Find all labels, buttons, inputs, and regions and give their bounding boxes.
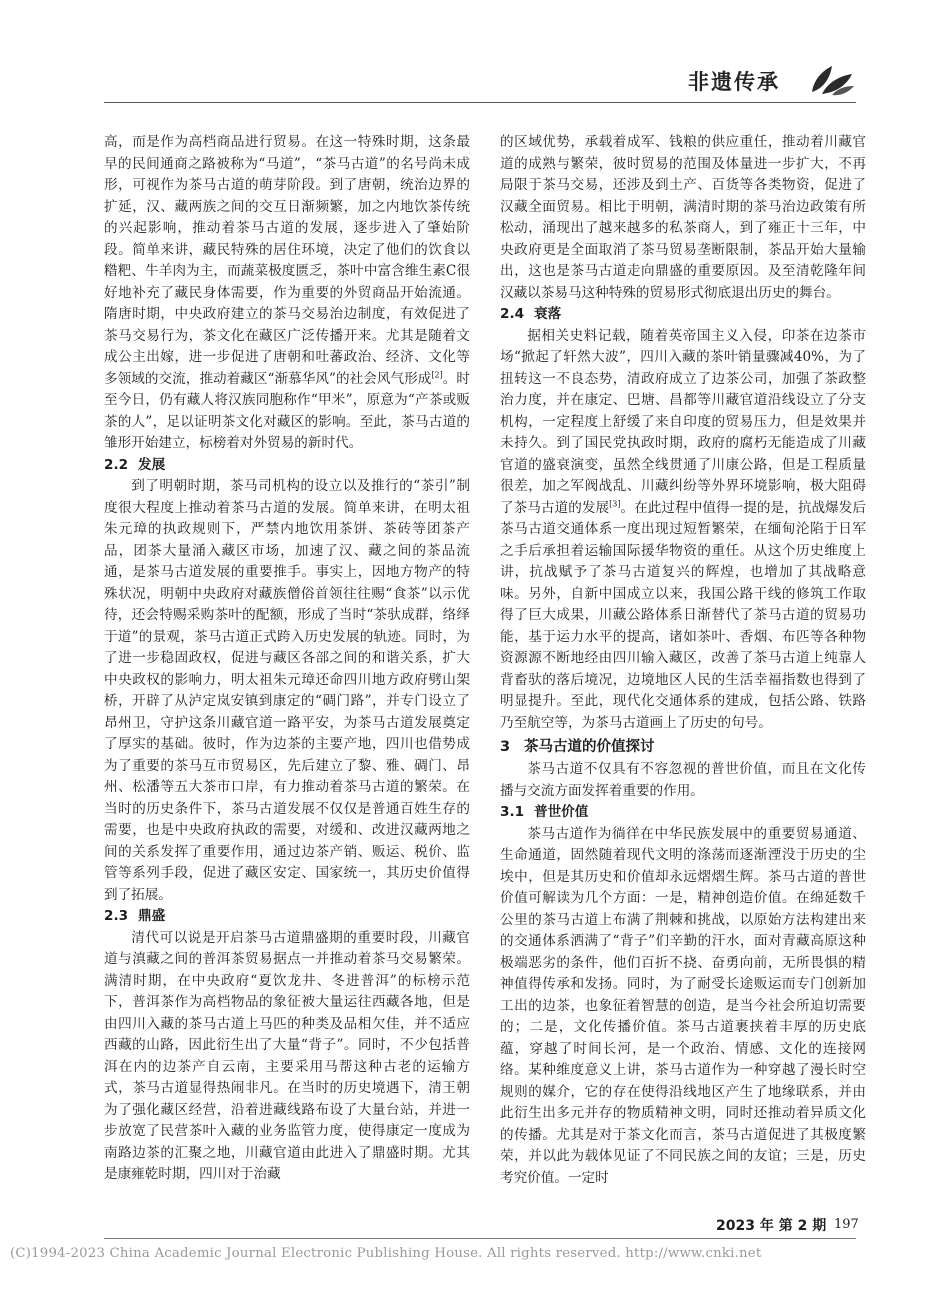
journal-issue: 2023 年 第 2 期: [716, 1218, 827, 1234]
header-rule: [104, 102, 856, 103]
footer-rule: [104, 1238, 856, 1239]
citation-ref: [2]: [431, 369, 443, 379]
citation-ref: [3]: [609, 498, 621, 508]
paragraph: 清代可以说是开启茶马古道鼎盛期的重要时段，川藏官道与滇藏之间的普洱茶贸易据点一并推动着茶马交易繁荣。满清时期，在中央政府“夏饮龙井、冬进普洱”的标榜示范下，普洱茶作为高档物品的象征被大量运往西藏各地，但是由四川入藏的茶马古道上马匹的种类及品相欠佳，并不适应西藏的山路，因此衍生出了大量“背子”。同时，不少包括普洱在内的边茶产自云南，主要采用马帮这种古老的运输方式，茶马古道显得热闹非凡。在当时的历史境遇下，清王朝为了强化藏区经营，沿着进藏线路布设了大量台站，并进一步放宽了民营茶叶入藏的业务监管力度，使得康定一度成为南路边茶的汇聚之地，川藏官道由此进入了鼎盛时期。尤其是康雍乾时期，四川对于治藏: [104, 929, 470, 1182]
section-heading-2-3: 2.3 鼎盛: [104, 908, 166, 924]
paragraph: 据相关史料记载，随着英帝国主义入侵，印茶在边茶市场“掀起了轩然大波”，四川入藏的茶叶销量骤减40%，为了扭转这一不良态势，清政府成立了边茶公司，加强了茶政整治力度，并在康定、巴塘、昌都等川藏官道沿线设立了分支机构，一定程度上舒缓了来自印度的贸易压力，但是效果并未持久。到了国民党执政时期，政府的腐朽无能造成了川藏官道的盛衰演变，虽然全线贯通了川康公路，但是工程质量很差，加之军阀战乱、川藏纠纷等外界环境影响，极大阻碍了茶马古道的发展[3]。在此过程中值得一提的是，抗战爆发后茶马古道交通体系一度出现过短暂繁荣，在缅甸沦陷于日军之手后承担着运输国际援华物资的重任。从这个历史维度上讲，抗战赋予了茶马古道复兴的辉煌，也增加了其战略意味。另外，自新中国成立以来，我国公路干线的修筑工作取得了巨大成果，川藏公路体系日渐替代了茶马古道的贸易功能，基于运力水平的提高，诸如茶叶、香烟、布匹等各种物资源源不断地经由四川输入藏区，改善了茶马古道上纯靠人背畜驮的落后境况，边境地区人民的生活幸福指数也得到了明显提升。至此，现代化交通体系的建成，包括公路、铁路乃至航空等，为茶马古道画上了历史的句号。: [500, 327, 866, 731]
left-column: [104, 132, 470, 1186]
right-column: [500, 132, 866, 1189]
section-heading-3: 3 茶马古道的价值探讨: [500, 739, 655, 755]
copyright-watermark: (C)1994-2023 China Academic Journal Electronic Publishing House. All rights reserved. http://www.cnki.net: [10, 1246, 762, 1261]
leaf-logo-icon: [808, 62, 856, 98]
page-number: 197: [834, 1217, 859, 1232]
paragraph: 的区域优势，承载着成军、钱粮的供应重任，推动着川藏官道的成熟与繁荣，彼时贸易的范围及体量进一步扩大，不再局限于茶马交易，还涉及到土产、百货等各类物资，促进了汉藏全面贸易。相比于明朝，满清时期的茶马治边政策有所松动，涌现出了越来越多的私茶商人，到了雍正十三年，中央政府更是全面取消了茶马贸易垄断限制，茶品开始大量输出，这也是茶马古道走向鼎盛的重要原因。及至清乾隆年间汉藏以茶易马这种特殊的贸易形式彻底退出历史的舞台。: [500, 134, 866, 301]
paragraph: 茶马古道不仅具有不容忽视的普世价值，而且在文化传播与交流方面发挥着重要的作用。: [500, 761, 866, 799]
section-heading-3-1: 3.1 普世价值: [500, 804, 589, 820]
section-title: 非遗传承: [688, 70, 780, 94]
section-heading-2-4: 2.4 衰落: [500, 306, 562, 322]
section-heading-2-2: 2.2 发展: [104, 456, 166, 473]
paragraph: 茶马古道作为徜徉在中华民族发展中的重要贸易通道、生命通道，固然随着现代文明的涤荡而逐渐湮没于历史的尘埃中，但是其历史和价值却永远熠熠生辉。茶马古道的普世价值可解读为几个方面：一是，精神创造价值。在绵延数千公里的茶马古道上布满了荆棘和挑战，以原始方法构建出来的交通体系洒满了“背子”们辛勤的汗水，面对青藏高原这种极端恶劣的条件，他们百折不挠、奋勇向前，无所畏惧的精神值得传承和发扬。同时，为了耐受长途贩运而专门创新加工出的边茶，也象征着智慧的创造，是当今社会所迫切需要的；二是，文化传播价值。茶马古道裹挟着丰厚的历史底蕴，穿越了时间长河，是一个政治、情感、文化的连接网络。某种维度意义上讲，茶马古道作为一种穿越了漫长时空规则的媒介，它的存在使得沿线地区产生了地缘联系，并由此衍生出多元并存的物质精神文明，同时还推动着异质文化的传播。尤其是对于茶文化而言，茶马古道促进了其极度繁荣，并以此为载体见证了不同民族之间的友谊；三是，历史考究价值。一定时: [500, 825, 866, 1186]
paragraph: 到了明朝时期，茶马司机构的设立以及推行的“茶引”制度很大程度上推动着茶马古道的发展。简单来讲，在明太祖朱元璋的执政规则下，严禁内地饮用茶饼、茶砖等团茶产品，团茶大量涌入藏区市场，加速了汉、藏之间的茶品流通，是茶马古道发展的重要推手。事实上，因地方物产的特殊状况，明朝中央政府对藏族僧俗首领往往赐“食茶”以示优待，还会特赐采购茶叶的配额，形成了当时“茶驮成群，络绎于道”的景观，茶马古道正式跨入历史发展的轨迹。同时，为了进一步稳固政权，促进与藏区各部之间的和谐关系，扩大中央政权的影响力，明太祖朱元璋还命四川地方政府劈山架桥，开辟了从泸定岚安镇到康定的“碉门路”，并专门设立了昂州卫，守护这条川藏官道一路平安，为茶马古道发展奠定了厚实的基础。彼时，作为边茶的主要产地，四川也借势成为了重要的茶马互市贸易区，先后建立了黎、雅、碉门、昂州、松潘等五大茶市口岸，有力推动着茶马古道的繁荣。在当时的历史条件下，茶马古道发展不仅仅是普通百姓生存的需要，也是中央政府执政的需要，对缓和、改进汉藏两地之间的关系发挥了重要作用，通过边茶产销、贩运、税价、监管等系列手段，促进了藏区安定、国家统一，其历史价值得到了拓展。: [104, 478, 470, 903]
paragraph: 高，而是作为高档商品进行贸易。在这一特殊时期，这条最早的民间通商之路被称为“马道”，“茶马古道”的名号尚未成形，可视作为茶马古道的萌芽阶段。到了唐朝，统治边界的扩延，汉、藏两族之间的交互日渐频繁，加之内地饮茶传统的兴起影响，推动着茶马古道的发展，逐步进入了肇始阶段。简单来讲，藏民特殊的居住环境，决定了他们的饮食以糌粑、牛羊肉为主，而蔬菜极度匮乏，茶叶中富含维生素C很好地补充了藏民身体需要，作为重要的外贸商品开始流通。隋唐时期，中央政府建立的茶马交易治边制度，有效促进了茶马交易行为，茶文化在藏区广泛传播开来。尤其是随着文成公主出嫁，进一步促进了唐朝和吐蕃政治、经济、文化等多领域的交流，推动着藏区“渐慕华风”的社会风气形成[2]。时至今日，仍有藏人将汉族同胞称作“甲米”，原意为“产茶或贩茶的人”，足以证明茶文化对藏区的影响。至此，茶马古道的雏形开始建立，标榜着对外贸易的新时代。: [104, 134, 471, 451]
